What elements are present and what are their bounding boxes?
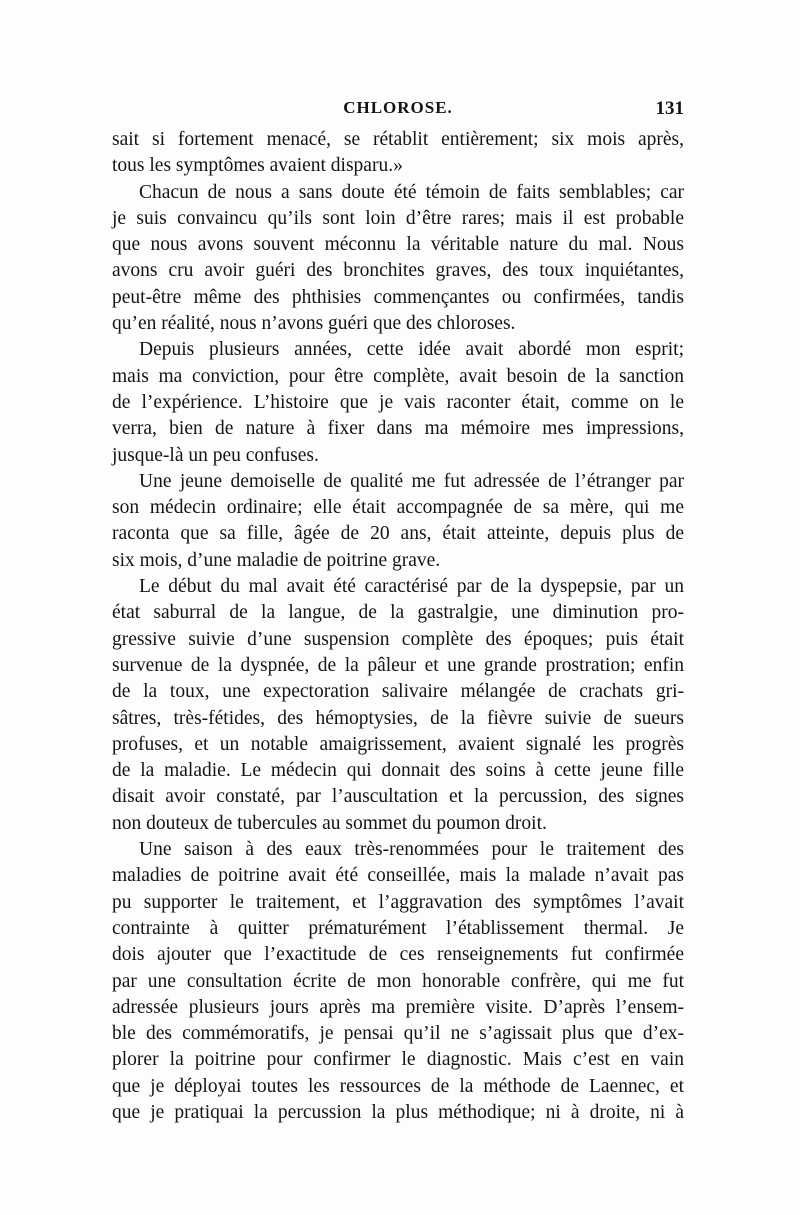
paragraph-start-line: Une saison à des eaux très-renommées pour le traitement des <box>139 839 684 861</box>
text-line: survenue de la dyspnée, de la pâleur et une grande prostration; enfin <box>112 654 684 676</box>
text-line: adressée plusieurs jours après ma première visite. D’après l’ensem- <box>112 996 684 1018</box>
text-line: maladies de poitrine avait été conseillée, mais la malade n’avait pas <box>112 865 684 887</box>
text-line: que je déployai toutes les ressources de la méthode de Laennec, et <box>112 1075 684 1097</box>
paragraph-start-line: Depuis plusieurs années, cette idée avait abordé mon esprit; <box>139 339 684 361</box>
text-line: sâtres, très-fétides, des hémoptysies, de la fièvre suivie de sueurs <box>112 707 684 729</box>
text-line: non douteux de tubercules au sommet du poumon droit. <box>112 812 547 834</box>
paragraph-start-line: Chacun de nous a sans doute été témoin de faits semblables; car <box>139 181 684 203</box>
text-line: que nous avons souvent méconnu la véritable nature du mal. Nous <box>112 234 684 256</box>
text-line: dois ajouter que l’exactitude de ces renseignements fut confirmée <box>112 944 684 966</box>
text-line: verra, bien de nature à fixer dans ma mémoire mes impressions, <box>112 418 684 440</box>
text-line: ble des commémoratifs, je pensai qu’il ne s’agissait plus que d’ex- <box>112 1023 684 1045</box>
text-line: jusque-là un peu confuses. <box>112 444 319 466</box>
text-line: profuses, et un notable amaigrissement, avaient signalé les progrès <box>112 733 684 755</box>
text-line: sait si fortement menacé, se rétablit entièrement; six mois après, <box>112 129 684 150</box>
text-line: de l’expérience. L’histoire que je vais raconter était, comme on le <box>112 391 684 413</box>
text-line: plorer la poitrine pour confirmer le diagnostic. Mais c’est en vain <box>112 1049 684 1071</box>
paragraph-start-line: Le début du mal avait été caractérisé par de la dyspepsie, par un <box>139 576 684 598</box>
running-title: CHLOROSE. <box>343 98 453 117</box>
text-line: tous les symptômes avaient disparu.» <box>112 155 403 177</box>
text-line: raconta que sa fille, âgée de 20 ans, était atteinte, depuis plus de <box>112 523 684 545</box>
text-line: par une consultation écrite de mon honorable confrère, qui me fut <box>112 970 684 992</box>
text-line: mais ma conviction, pour être complète, avait besoin de la sanction <box>112 365 684 387</box>
text-line: six mois, d’une maladie de poitrine grave. <box>112 549 441 571</box>
text-line: disait avoir constaté, par l’auscultation et la percussion, des signes <box>112 786 684 808</box>
text-line: de la toux, une expectoration salivaire mélangée de crachats gri- <box>112 681 684 703</box>
text-line: avons cru avoir guéri des bronchites graves, des toux inquiétantes, <box>112 260 684 282</box>
text-line: je suis convaincu qu’ils sont loin d’être rares; mais il est probable <box>112 207 684 229</box>
text-line: contrainte à quitter prématurément l’établissement thermal. Je <box>112 917 684 939</box>
text-line: pu supporter le traitement, et l’aggravation des symptômes l’avait <box>112 891 684 913</box>
text-line: gressive suivie d’une suspension complète des époques; puis était <box>112 628 684 650</box>
text-line: qu’en réalité, nous n’avons guéri que des chloroses. <box>112 313 516 335</box>
text-line: peut-être même des phthisies commençantes ou confirmées, tandis <box>112 286 684 308</box>
text-line: état saburral de la langue, de la gastralgie, une diminution pro- <box>112 602 684 624</box>
body-text <box>112 127 684 1126</box>
text-line: son médecin ordinaire; elle était accompagnée de sa mère, qui me <box>112 497 684 519</box>
text-line: que je pratiquai la percussion la plus méthodique; ni à droite, ni à <box>112 1101 684 1123</box>
running-head <box>112 98 684 122</box>
text-line: de la maladie. Le médecin qui donnait des soins à cette jeune fille <box>112 760 684 782</box>
page-number: 131 <box>655 98 684 119</box>
paragraph-start-line: Une jeune demoiselle de qualité me fut adressée de l’étranger par <box>139 470 684 492</box>
